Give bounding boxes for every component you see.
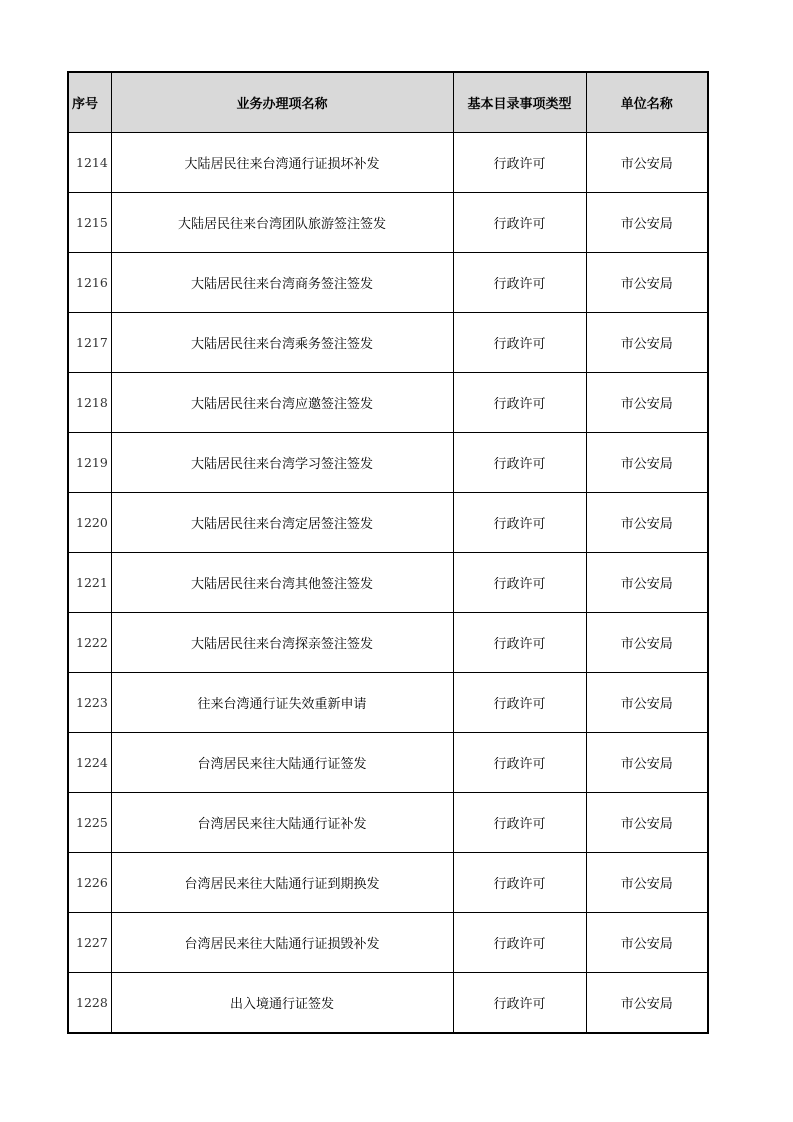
cell-item-type: 行政许可: [453, 613, 586, 673]
cell-item-name: 出入境通行证签发: [111, 973, 453, 1034]
cell-item-type: 行政许可: [453, 553, 586, 613]
table-row: [68, 853, 708, 913]
cell-serial-number: 1220: [68, 493, 111, 553]
cell-unit-name: 市公安局: [586, 973, 708, 1034]
table-row: [68, 193, 708, 253]
table-row: [68, 553, 708, 613]
cell-item-type: 行政许可: [453, 853, 586, 913]
cell-item-type: 行政许可: [453, 133, 586, 193]
service-items-table: [67, 71, 709, 1034]
cell-item-type: 行政许可: [453, 193, 586, 253]
cell-unit-name: 市公安局: [586, 553, 708, 613]
cell-item-type: 行政许可: [453, 433, 586, 493]
cell-item-name: 大陆居民往来台湾应邀签注签发: [111, 373, 453, 433]
cell-item-type: 行政许可: [453, 493, 586, 553]
cell-serial-number: 1227: [68, 913, 111, 973]
cell-serial-number: 1216: [68, 253, 111, 313]
cell-unit-name: 市公安局: [586, 313, 708, 373]
cell-unit-name: 市公安局: [586, 673, 708, 733]
cell-unit-name: 市公安局: [586, 613, 708, 673]
cell-item-name: 往来台湾通行证失效重新申请: [111, 673, 453, 733]
cell-item-name: 大陆居民往来台湾商务签注签发: [111, 253, 453, 313]
table-row: [68, 493, 708, 553]
cell-item-name: 台湾居民来往大陆通行证签发: [111, 733, 453, 793]
cell-serial-number: 1226: [68, 853, 111, 913]
cell-serial-number: 1217: [68, 313, 111, 373]
cell-unit-name: 市公安局: [586, 733, 708, 793]
cell-item-type: 行政许可: [453, 733, 586, 793]
header-item-type: 基本目录事项类型: [453, 72, 586, 133]
cell-item-name: 大陆居民往来台湾探亲签注签发: [111, 613, 453, 673]
cell-unit-name: 市公安局: [586, 253, 708, 313]
cell-serial-number: 1222: [68, 613, 111, 673]
cell-item-name: 大陆居民往来台湾乘务签注签发: [111, 313, 453, 373]
cell-item-type: 行政许可: [453, 973, 586, 1034]
cell-unit-name: 市公安局: [586, 433, 708, 493]
table-body: [68, 133, 708, 1034]
cell-serial-number: 1224: [68, 733, 111, 793]
cell-item-name: 台湾居民来往大陆通行证到期换发: [111, 853, 453, 913]
cell-unit-name: 市公安局: [586, 493, 708, 553]
cell-serial-number: 1214: [68, 133, 111, 193]
cell-item-type: 行政许可: [453, 793, 586, 853]
cell-item-name: 台湾居民来往大陆通行证补发: [111, 793, 453, 853]
cell-serial-number: 1218: [68, 373, 111, 433]
cell-item-type: 行政许可: [453, 253, 586, 313]
cell-item-type: 行政许可: [453, 913, 586, 973]
cell-item-name: 大陆居民往来台湾其他签注签发: [111, 553, 453, 613]
header-serial-number: 序号: [68, 72, 111, 133]
header-item-name: 业务办理项名称: [111, 72, 453, 133]
cell-unit-name: 市公安局: [586, 913, 708, 973]
cell-unit-name: 市公安局: [586, 853, 708, 913]
table-row: [68, 133, 708, 193]
cell-unit-name: 市公安局: [586, 793, 708, 853]
cell-unit-name: 市公安局: [586, 133, 708, 193]
header-row: [68, 72, 708, 133]
cell-item-name: 大陆居民往来台湾定居签注签发: [111, 493, 453, 553]
cell-item-name: 大陆居民往来台湾学习签注签发: [111, 433, 453, 493]
table-row: [68, 433, 708, 493]
cell-item-type: 行政许可: [453, 313, 586, 373]
header-unit-name: 单位名称: [586, 72, 708, 133]
table-row: [68, 373, 708, 433]
table-row: [68, 973, 708, 1034]
table-row: [68, 793, 708, 853]
cell-serial-number: 1215: [68, 193, 111, 253]
cell-serial-number: 1221: [68, 553, 111, 613]
cell-serial-number: 1225: [68, 793, 111, 853]
table-row: [68, 613, 708, 673]
cell-item-name: 大陆居民往来台湾通行证损坏补发: [111, 133, 453, 193]
cell-item-name: 大陆居民往来台湾团队旅游签注签发: [111, 193, 453, 253]
cell-unit-name: 市公安局: [586, 193, 708, 253]
table-header: [68, 72, 708, 133]
table-row: [68, 733, 708, 793]
table-row: [68, 313, 708, 373]
cell-serial-number: 1228: [68, 973, 111, 1034]
cell-item-type: 行政许可: [453, 673, 586, 733]
cell-item-type: 行政许可: [453, 373, 586, 433]
table-row: [68, 253, 708, 313]
table-row: [68, 913, 708, 973]
table-row: [68, 673, 708, 733]
cell-unit-name: 市公安局: [586, 373, 708, 433]
cell-item-name: 台湾居民来往大陆通行证损毁补发: [111, 913, 453, 973]
cell-serial-number: 1223: [68, 673, 111, 733]
cell-serial-number: 1219: [68, 433, 111, 493]
